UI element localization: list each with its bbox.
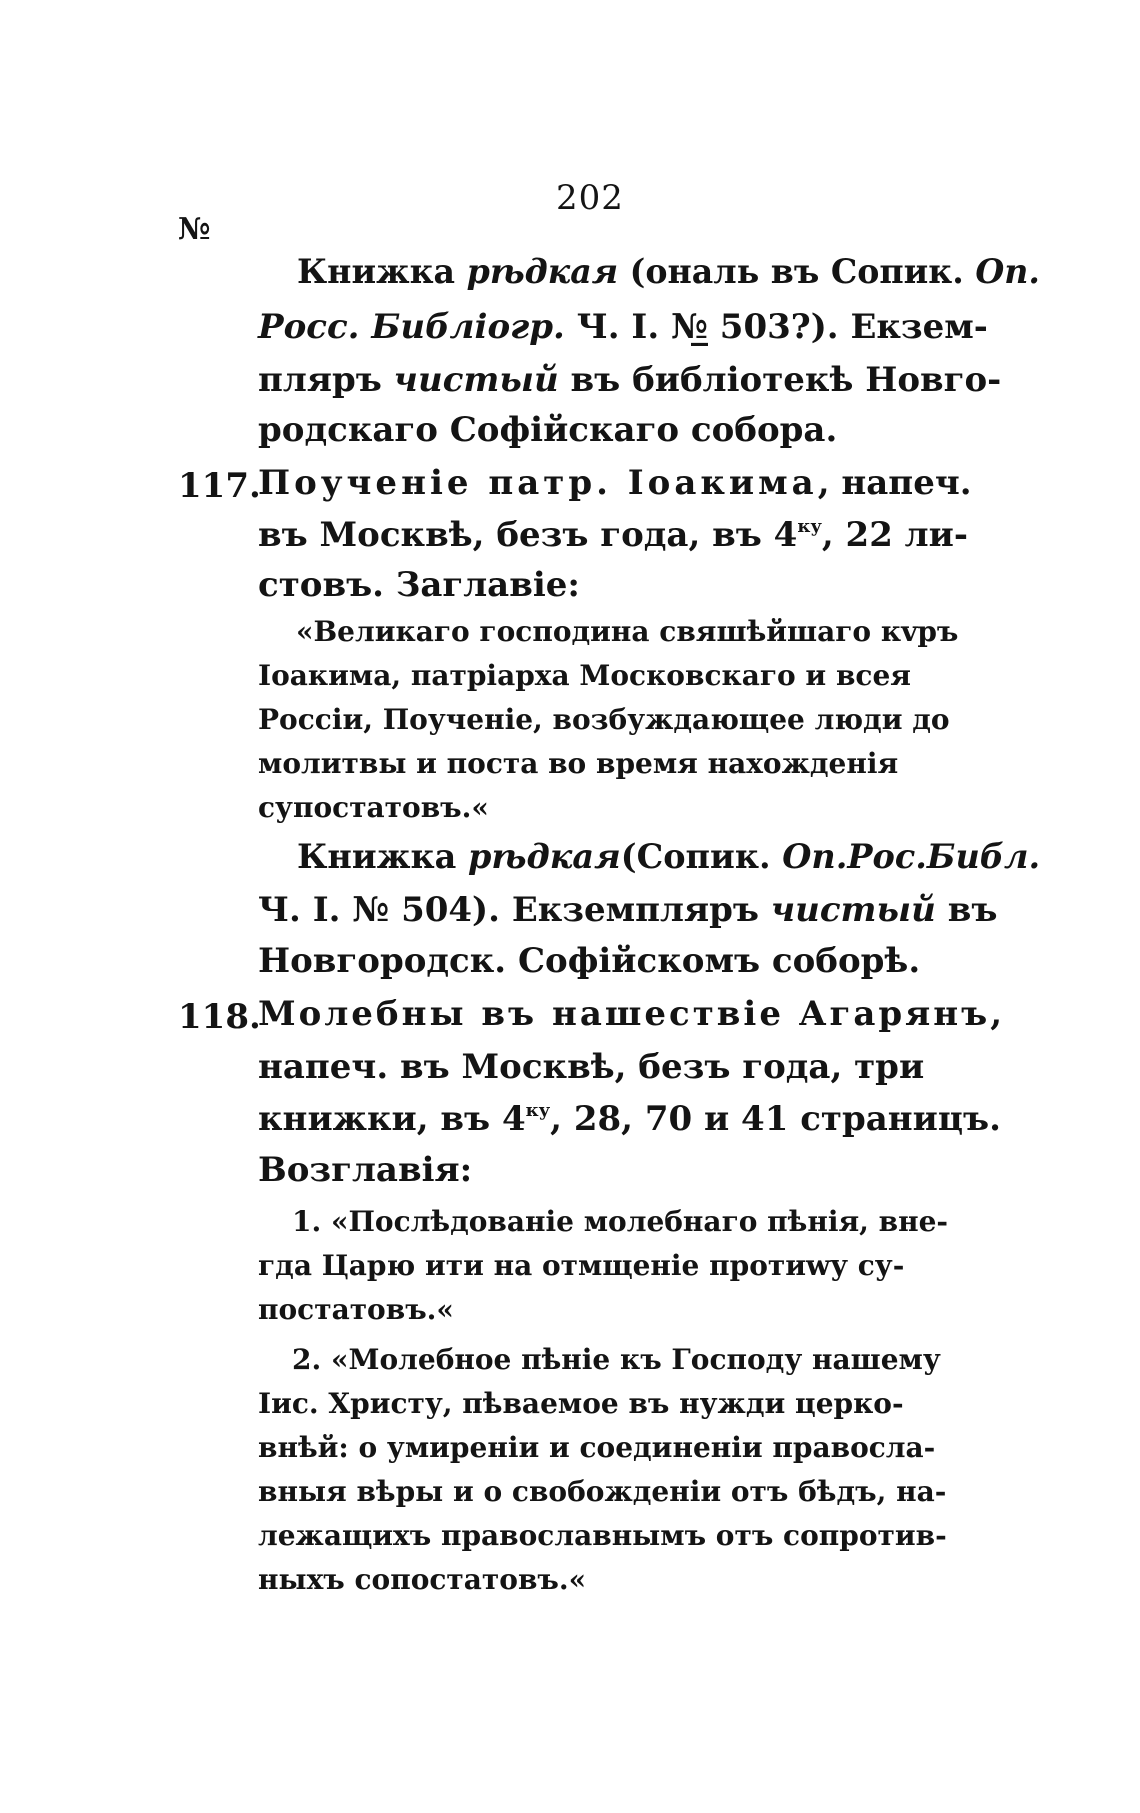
entry-117-line-2: въ Москвѣ, безъ года, въ $4^{ку}$, 22 ли-	[258, 515, 968, 555]
page-number: 202	[556, 178, 624, 218]
entry-118-item-2-line-4: вныя вѣры и о свобожденіи отъ бѣдъ, на-	[258, 1475, 947, 1508]
entry-number-118: 118.	[178, 997, 261, 1037]
entry-118-item-2-line-3: внѣй: о умиреніи и соединеніи правосла-	[258, 1431, 936, 1464]
entry-118-line-4: Возглавія:	[258, 1150, 473, 1190]
intro-line-3: пляръ чистый въ библіотекѣ Новго-	[258, 360, 1002, 400]
entry-117-quote-line-2: Іоакима, патріарха Московскаго и всея	[258, 659, 911, 692]
intro-line-1: Книжка рѣдкая (ональ въ Сопик. Оп.	[297, 252, 1040, 292]
entry-117-line-1: Поученіе патр. Іоакима, напеч.	[258, 463, 972, 503]
entry-number-117: 117.	[178, 466, 261, 506]
entry-117-quote-line-5: супостатовъ.«	[258, 791, 489, 824]
entry-117-note-line-2: Ч. I. № 504). Екземпляръ чистый въ	[258, 890, 998, 930]
entry-118-item-1-line-1: 1. «Послѣдованіе молебнаго пѣнія, вне-	[292, 1205, 949, 1238]
intro-line-4: родскаго Софійскаго собора.	[258, 410, 838, 450]
entry-117-quote-line-3: Россіи, Поученіе, возбуждающее люди до	[258, 703, 950, 736]
entry-118-item-2-line-5: лежащихъ православнымъ отъ сопротив-	[258, 1519, 947, 1552]
entry-117-note-line-3: Новгородск. Софійскомъ соборѣ.	[258, 941, 921, 981]
entry-118-line-2: напеч. въ Москвѣ, безъ года, три	[258, 1047, 925, 1087]
entry-118-item-2-line-1: 2. «Молебное пѣніе къ Господу нашему	[292, 1343, 941, 1376]
entry-117-quote-line-4: молитвы и поста во время нахожденія	[258, 747, 899, 780]
entry-118-item-2-line-2: Іис. Христу, пѣваемое въ нужди церко-	[258, 1387, 904, 1420]
column-number-mark: №	[178, 212, 211, 247]
entry-118-item-1-line-2: гда Царю ити на отмщеніе протиwу су-	[258, 1249, 905, 1282]
entry-117-quote-line-1: «Великаго господина свяшѣйшаго кvръ	[296, 615, 959, 648]
entry-117-line-3: стовъ. Заглавіе:	[258, 565, 580, 605]
entry-118-line-1: Молебны въ нашествіе Агарянъ,	[258, 994, 1006, 1034]
entry-117-note-line-1: Книжка рѣдкая(Сопик. Оп.Рос.Библ.	[297, 837, 1041, 877]
entry-118-item-1-line-3: постатовъ.«	[258, 1293, 454, 1326]
entry-118-item-2-line-6: ныхъ сопостатовъ.«	[258, 1563, 587, 1596]
entry-118-line-3: книжки, въ $4^{ку}$, 28, 70 и 41 страницъ.	[258, 1099, 1001, 1139]
intro-line-2: Росс. Библіогр. Ч. I. №̲ 503?). Екзем-	[258, 307, 988, 347]
